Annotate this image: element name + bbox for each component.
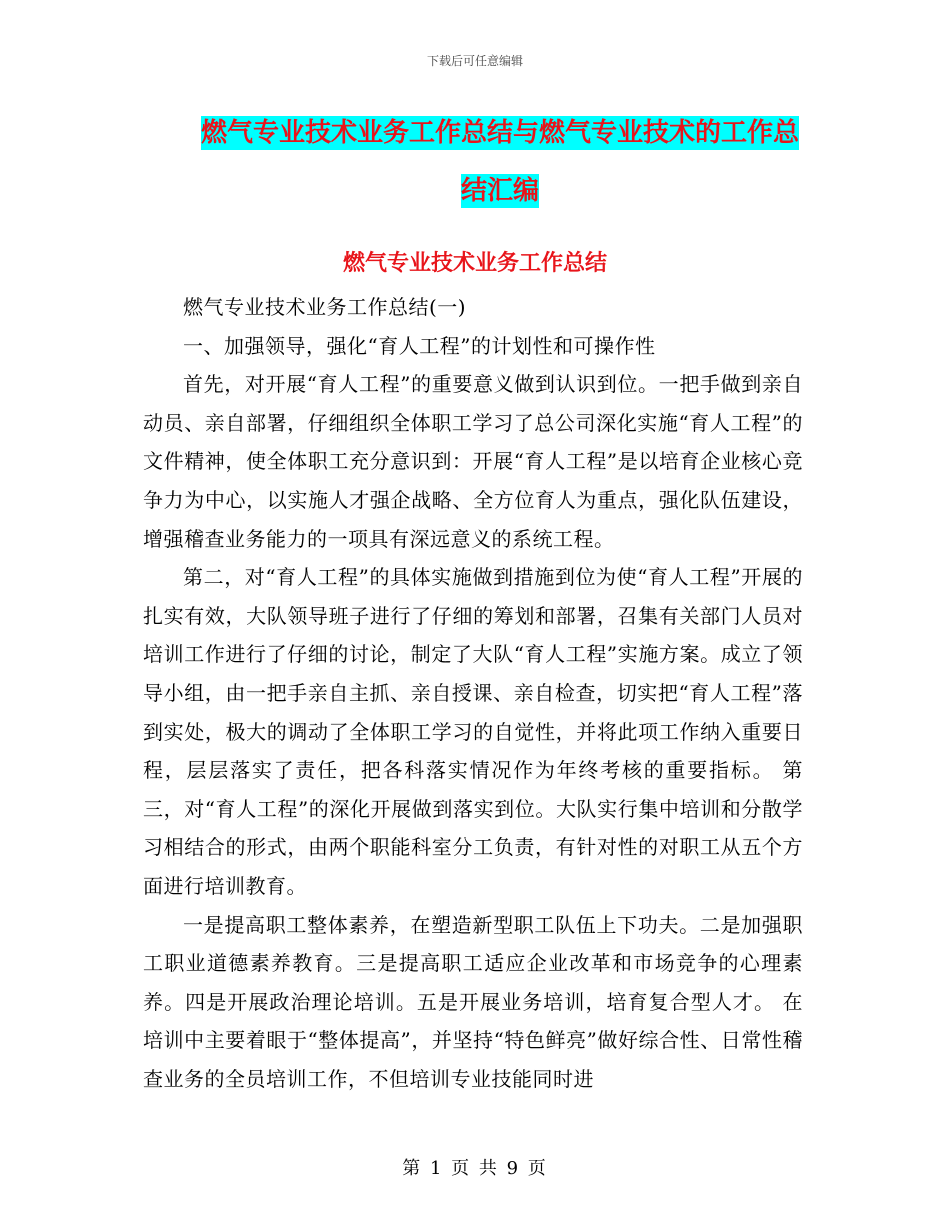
document-title-line-2: 结汇编: [460, 176, 539, 206]
page-header-note: 下载后可任意编辑: [426, 54, 523, 68]
section-title: 燃气专业技术业务工作总结: [342, 251, 607, 276]
paragraph: 一是提高职工整体素养，在塑造新型职工队伍上下功夫。二是加强职工职业道德素养教育。三是提高职工适应企业改革和市场竞争的心理素养。四是开展政治理论培训。五是开展业务培训，培育复合型人才。 在培训中主要着眼于“整体提高”，并坚持“特色鲜亮”做好综合性、日常性稽查业务的全员培训工作，不但培训专业技能同时进: [143, 912, 803, 1091]
paragraph-subtitle: 燃气专业技术业务工作总结(一): [183, 295, 467, 319]
document-body: [143, 288, 803, 1098]
document-title-line-1: 燃气专业技术业务工作总结与燃气专业技术的工作总: [200, 118, 799, 148]
paragraph: 首先，对开展“育人工程”的重要意义做到认识到位。一把手做到亲自动员、亲自部署，仔细组织全体职工学习了总公司深化实施“育人工程”的文件精神，使全体职工充分意识到：开展“育人工程”是以培育企业核心竞争力为中心，以实施人才强企战略、全方位育人为重点，强化队伍建设，增强稽查业务能力的一项具有深远意义的系统工程。: [143, 372, 803, 551]
document-title: [190, 104, 810, 220]
paragraph: 第二，对“育人工程”的具体实施做到措施到位为使“育人工程”开展的扎实有效，大队领导班子进行了仔细的筹划和部署，召集有关部门人员对培训工作进行了仔细的讨论，制定了大队“育人工程”实施方案。成立了领导小组，由一把手亲自主抓、亲自授课、亲自检查，切实把“育人工程”落到实处，极大的调动了全体职工学习的自觉性，并将此项工作纳入重要日程，层层落实了责任，把各科落实情况作为年终考核的重要指标。 第三，对“育人工程”的深化开展做到落实到位。大队实行集中培训和分散学习相结合的形式，由两个职能科室分工负责，有针对性的对职工从五个方面进行培训教育。: [143, 565, 803, 898]
paragraph-heading-1: 一、加强领导，强化“育人工程”的计划性和可操作性: [183, 333, 656, 358]
page-number-footer: 第 1 页 共 9 页: [402, 1158, 548, 1179]
